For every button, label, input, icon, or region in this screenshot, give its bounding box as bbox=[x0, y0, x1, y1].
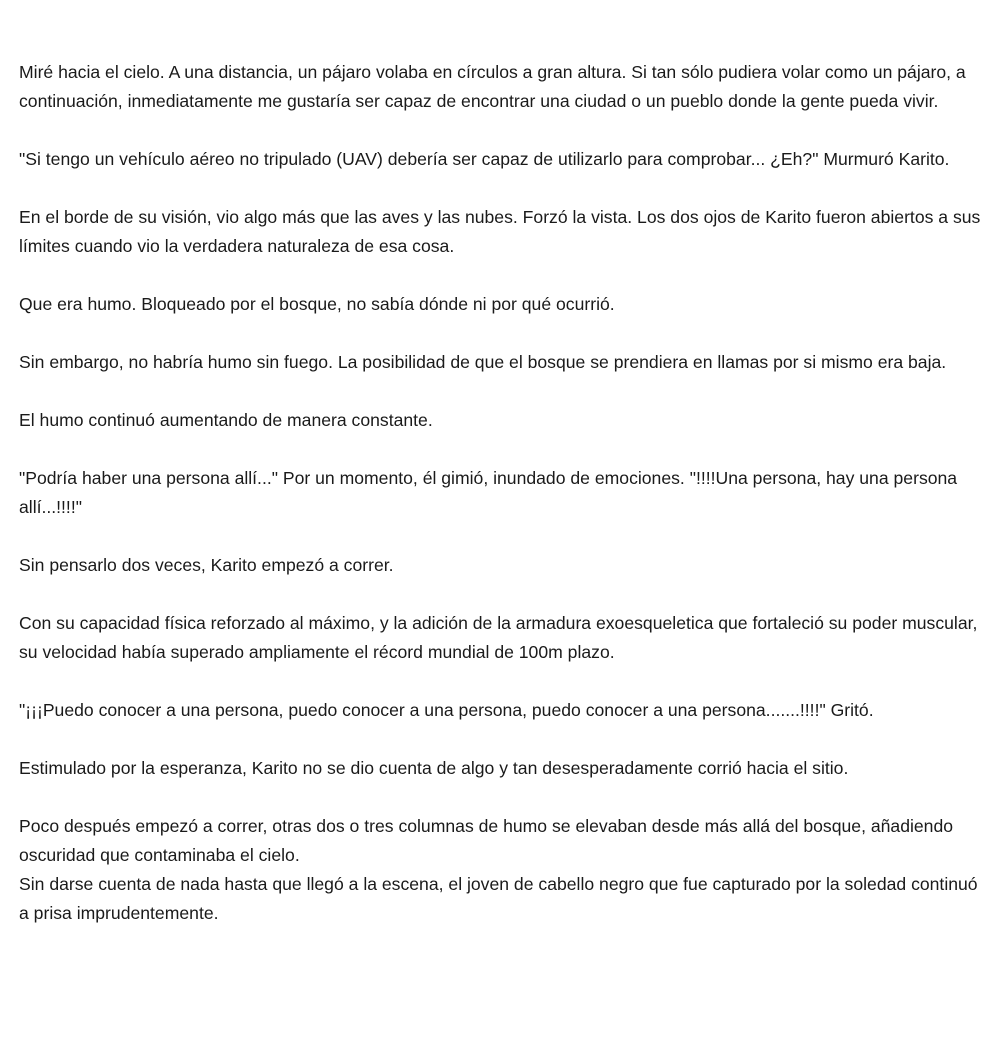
paragraph-3: En el borde de su visión, vio algo más que las aves y las nubes. Forzó la vista. Los dos ojos de Karito fueron abiertos a sus límites cuando vio la verdadera naturaleza de esa cosa. bbox=[19, 207, 981, 256]
paragraph-2: "Si tengo un vehículo aéreo no tripulado (UAV) debería ser capaz de utilizarlo para comprobar... ¿Eh?" Murmuró Karito. bbox=[19, 149, 950, 169]
paragraph-4: Que era humo. Bloqueado por el bosque, no sabía dónde ni por qué ocurrió. bbox=[19, 294, 615, 314]
paragraph-10: "¡¡¡Puedo conocer a una persona, puedo conocer a una persona, puedo conocer a una persona.......!!!!" Gritó. bbox=[19, 700, 874, 720]
paragraph-8: Sin pensarlo dos veces, Karito empezó a correr. bbox=[19, 555, 394, 575]
paragraph-12: Poco después empezó a correr, otras dos o tres columnas de humo se elevaban desde más allá del bosque, añadiendo oscuridad que contaminaba el cielo. bbox=[19, 816, 954, 865]
paragraph-9: Con su capacidad física reforzado al máximo, y la adición de la armadura exoesqueletica que fortaleció su poder muscular, su velocidad había superado ampliamente el récord mundial de 100m plazo. bbox=[19, 613, 978, 662]
paragraph-13: Sin darse cuenta de nada hasta que llegó a la escena, el joven de cabello negro que fue capturado por la soledad continuó a prisa imprudentemente. bbox=[19, 874, 978, 923]
paragraph-1: Miré hacia el cielo. A una distancia, un pájaro volaba en círculos a gran altura. Si tan sólo pudiera volar como un pájaro, a continuación, inmediatamente me gustaría ser capaz de encontrar una ciudad o un pueblo donde la gente pueda vivir. bbox=[19, 62, 966, 111]
document-body bbox=[19, 58, 981, 928]
paragraph-6: El humo continuó aumentando de manera constante. bbox=[19, 410, 433, 430]
paragraph-11: Estimulado por la esperanza, Karito no se dio cuenta de algo y tan desesperadamente corrió hacia el sitio. bbox=[19, 758, 849, 778]
paragraph-5: Sin embargo, no habría humo sin fuego. La posibilidad de que el bosque se prendiera en llamas por si mismo era baja. bbox=[19, 352, 947, 372]
paragraph-7: "Podría haber una persona allí..." Por un momento, él gimió, inundado de emociones. "!!!!Una persona, hay una persona allí...!!!!" bbox=[19, 468, 958, 517]
